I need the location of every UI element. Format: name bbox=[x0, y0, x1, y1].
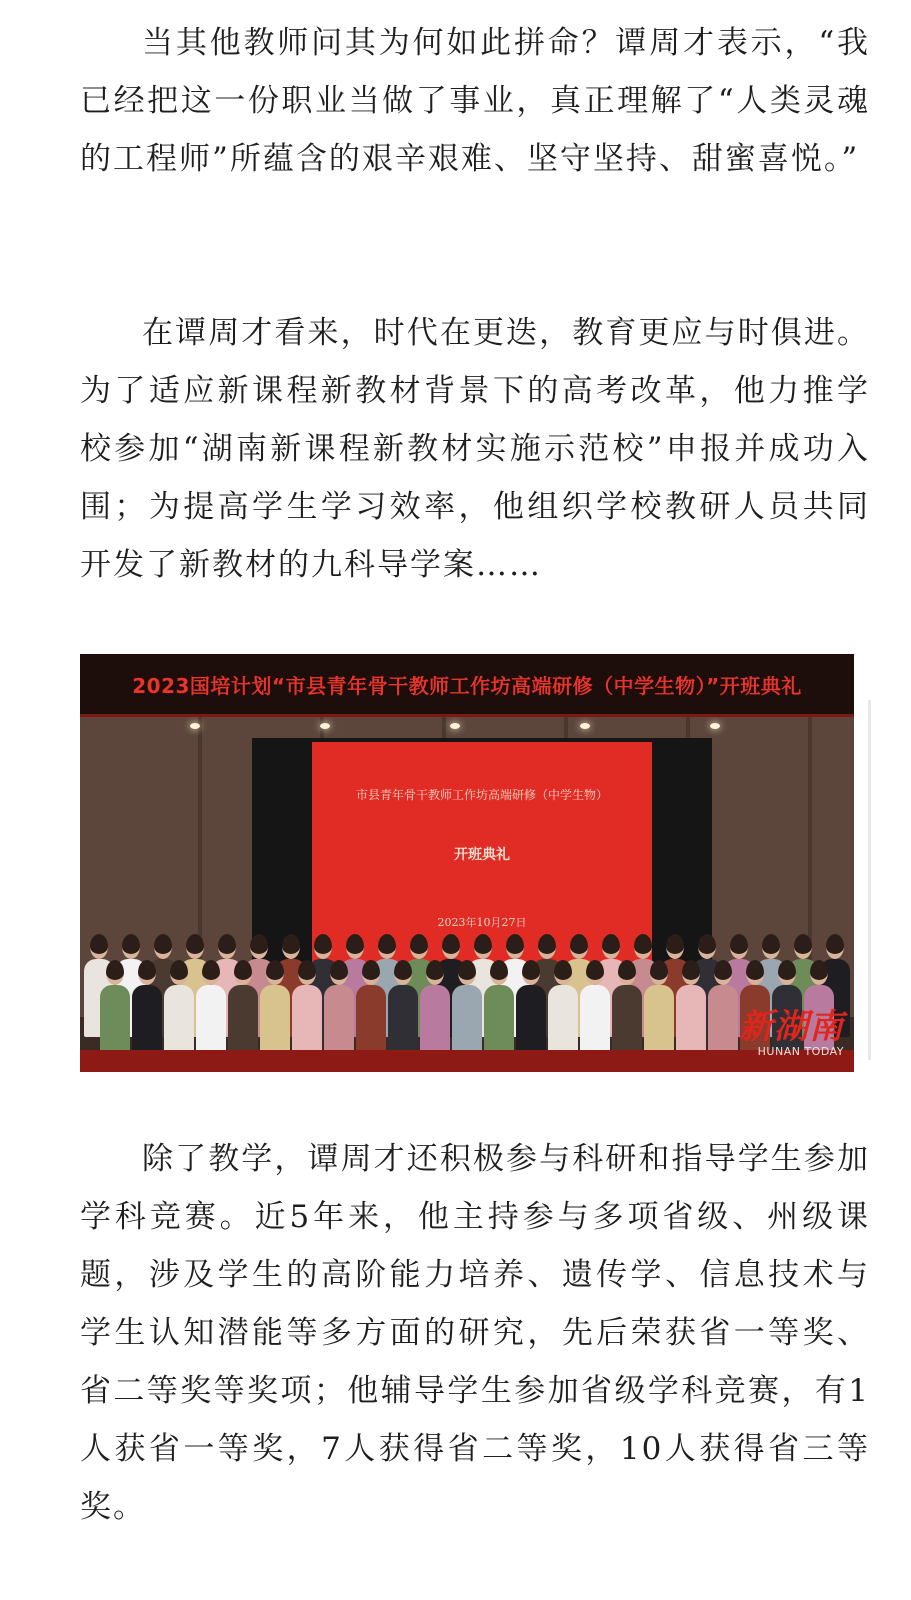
person-figure bbox=[484, 960, 514, 1063]
ceremony-banner bbox=[80, 654, 854, 717]
screen-subtitle: 开班典礼 bbox=[454, 847, 510, 863]
hunan-today-logo bbox=[739, 1009, 844, 1058]
screen-date: 2023年10月27日 bbox=[437, 916, 527, 929]
person-figure bbox=[228, 960, 258, 1063]
paragraph-2: 在谭周才看来，时代在更迭，教育更应与时俱进。为了适应新课程新教材背景下的高考改革，他力推学校参加“湖南新课程新教材实施示范校”申报并成功入围；为提高学生学习效率，他组织学校教研人员共同开发了新教材的九科导学案…… bbox=[80, 315, 870, 583]
person-figure bbox=[708, 960, 738, 1063]
stage-floor bbox=[80, 1050, 854, 1072]
ceiling-lights bbox=[80, 717, 854, 737]
person-figure bbox=[580, 960, 610, 1063]
person-figure bbox=[516, 960, 546, 1063]
paragraph-1: 当其他教师问其为何如此拼命？谭周才表示，“我已经把这一份职业当做了事业，真正理解了“人类灵魂的工程师”所蕴含的艰辛艰难、坚守坚持、甜蜜喜悦。” bbox=[80, 25, 870, 177]
person-figure bbox=[644, 960, 674, 1063]
person-figure bbox=[356, 960, 386, 1063]
person-figure bbox=[132, 960, 162, 1063]
front-row bbox=[80, 960, 854, 1063]
logo-subtitle: HUNAN TODAY bbox=[757, 1045, 844, 1058]
person-figure bbox=[612, 960, 642, 1063]
person-figure bbox=[292, 960, 322, 1063]
page-edge bbox=[868, 700, 871, 1060]
person-figure bbox=[164, 960, 194, 1063]
person-figure bbox=[260, 960, 290, 1063]
banner-text: 2023国培计划“市县青年骨干教师工作坊高端研修（中学生物）”开班典礼 bbox=[132, 673, 802, 698]
paragraph-3: 除了教学，谭周才还积极参与科研和指导学生参加学科竞赛。近5年来，他主持参与多项省级、州级课题，涉及学生的高阶能力培养、遗传学、信息技术与学生认知潜能等多方面的研究，先后荣获省一等奖、省二等奖等奖项；他辅导学生参加省级学科竞赛，有1人获省一等奖，7人获得省二等奖，10人获得省三等奖。 bbox=[80, 1141, 870, 1525]
person-figure bbox=[196, 960, 226, 1063]
person-figure bbox=[548, 960, 578, 1063]
person-figure bbox=[676, 960, 706, 1063]
group-photo bbox=[80, 654, 854, 1072]
person-figure bbox=[452, 960, 482, 1063]
person-figure bbox=[324, 960, 354, 1063]
person-figure bbox=[420, 960, 450, 1063]
logo-mark: 新湖南 bbox=[739, 1007, 844, 1047]
person-figure bbox=[388, 960, 418, 1063]
screen-title: 市县青年骨干教师工作坊高端研修（中学生物） bbox=[355, 788, 608, 802]
person-figure bbox=[100, 960, 130, 1063]
